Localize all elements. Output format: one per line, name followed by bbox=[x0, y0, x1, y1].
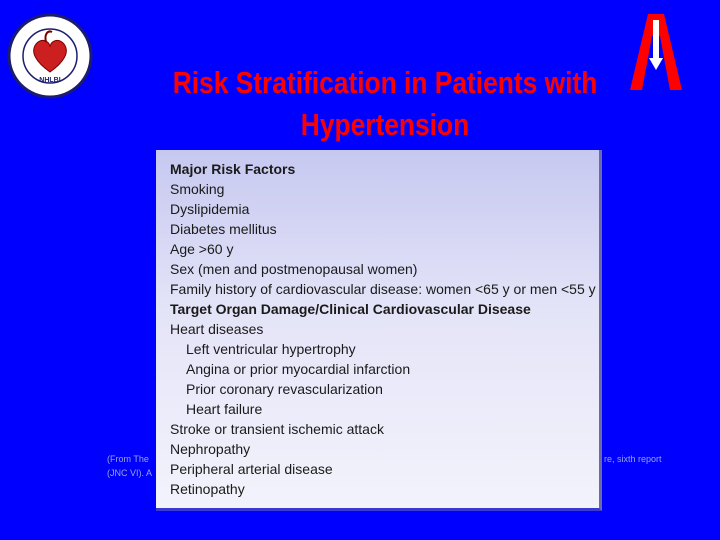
footnote-line-right: re, sixth report bbox=[604, 454, 662, 464]
list-item: Prior coronary revascularization bbox=[186, 381, 383, 397]
list-item: Heart diseases bbox=[170, 321, 264, 337]
list-item: Family history of cardiovascular disease: women <65 y or men <55 y bbox=[170, 281, 596, 297]
risk-factors-table bbox=[156, 150, 602, 511]
seal-text: NHLBI bbox=[39, 77, 61, 84]
title-line-1: Risk Stratification in Patients with bbox=[172, 65, 598, 100]
title-line-2: Hypertension bbox=[300, 107, 470, 142]
list-item: Angina or prior myocardial infarction bbox=[186, 361, 411, 377]
list-item: Smoking bbox=[170, 181, 225, 197]
list-item: Sex (men and postmenopausal women) bbox=[170, 261, 418, 277]
citation-footnote-left bbox=[107, 452, 152, 480]
list-item: Dyslipidemia bbox=[170, 201, 250, 217]
list-item: Retinopathy bbox=[170, 481, 245, 497]
red-arch-logo-icon bbox=[628, 12, 684, 92]
footnote-line-1: (From The bbox=[107, 454, 149, 464]
list-item: Stroke or transient ischemic attack bbox=[170, 421, 384, 437]
list-item: Diabetes mellitus bbox=[170, 221, 277, 237]
list-item: Nephropathy bbox=[170, 441, 251, 457]
list-item: Left ventricular hypertrophy bbox=[186, 341, 356, 357]
risk-factor-list bbox=[170, 159, 600, 499]
footnote-line-2: (JNC VI). A bbox=[107, 468, 153, 478]
slide-title bbox=[143, 62, 628, 146]
list-item: Age >60 y bbox=[170, 241, 234, 257]
table-section-heading: Major Risk Factors bbox=[170, 161, 296, 177]
citation-footnote-right bbox=[604, 452, 662, 466]
list-item: Peripheral arterial disease bbox=[170, 461, 333, 477]
nhlbi-heart-seal-icon bbox=[6, 12, 94, 100]
table-section-heading: Target Organ Damage/Clinical Cardiovascular Disease bbox=[170, 301, 531, 317]
list-item: Heart failure bbox=[186, 401, 263, 417]
